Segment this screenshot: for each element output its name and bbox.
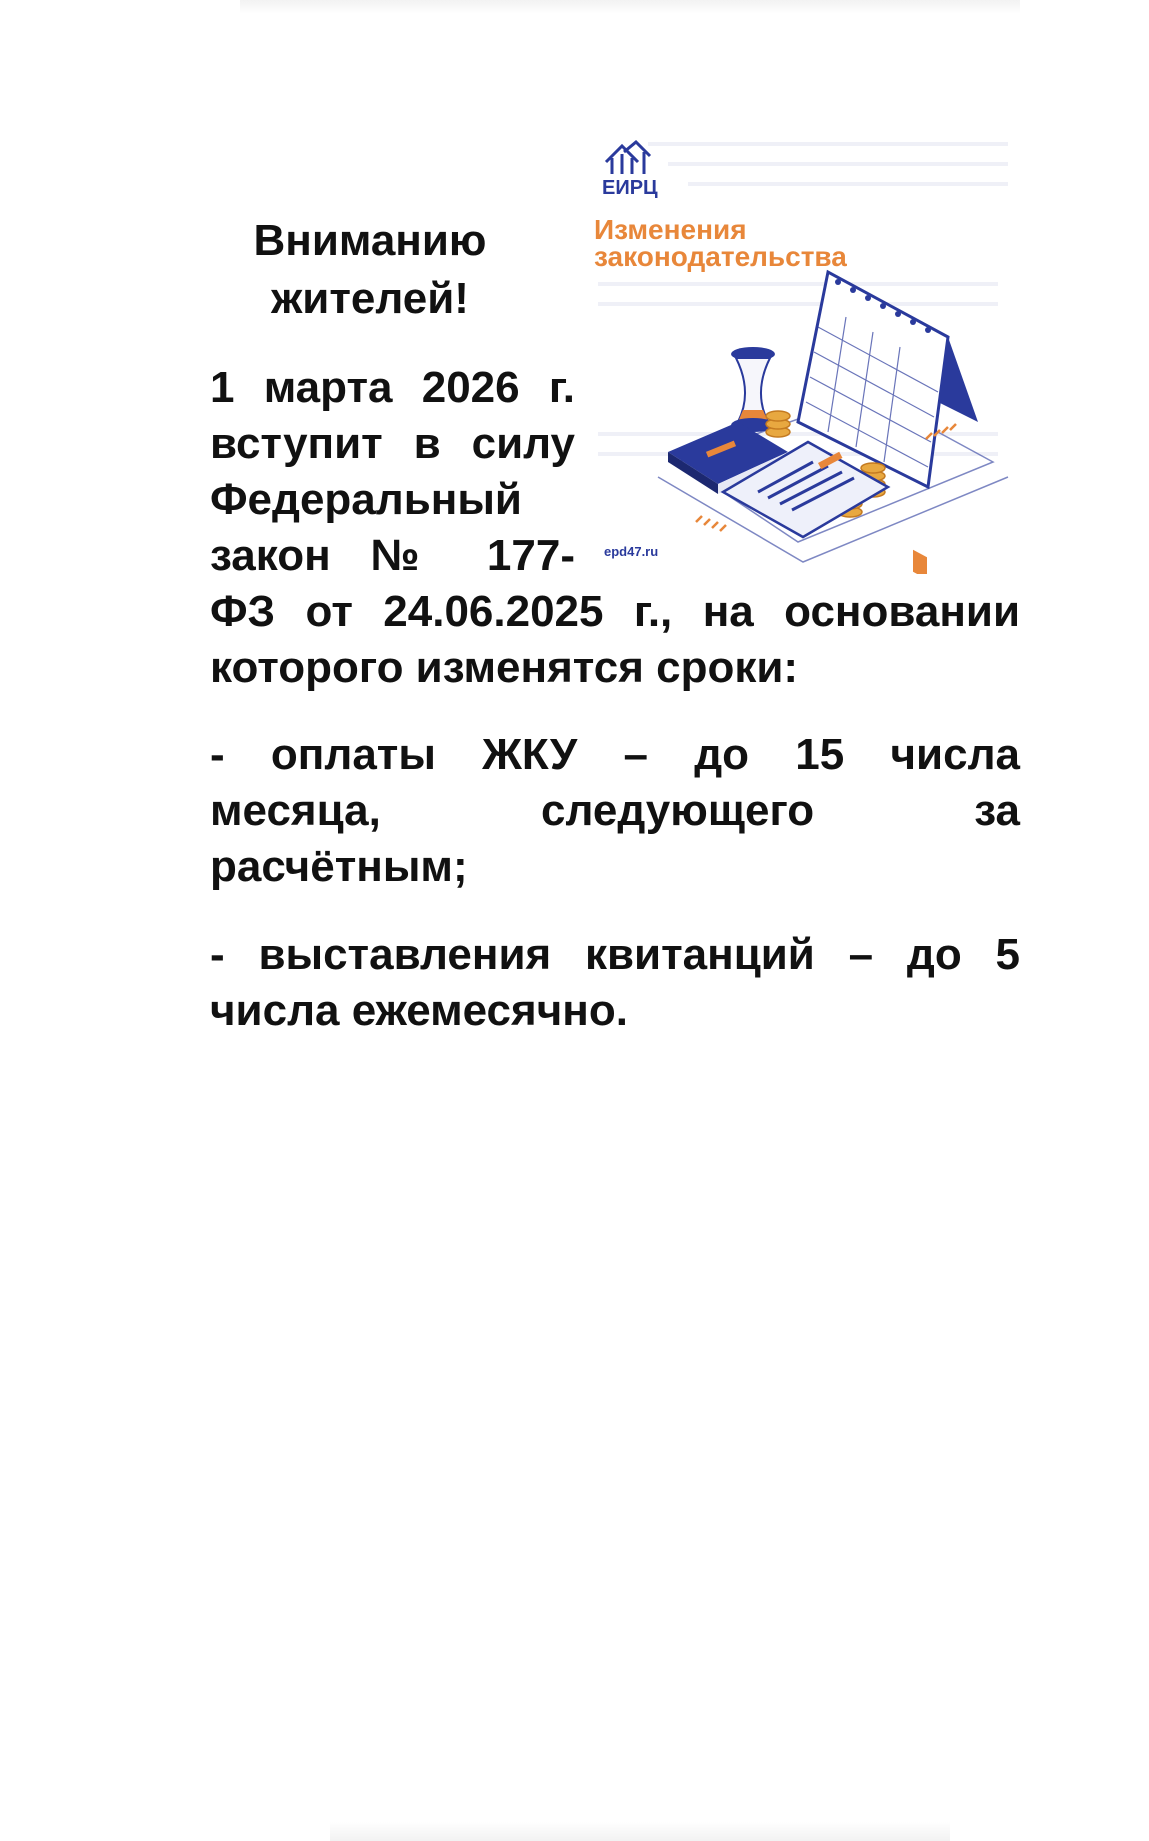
banner-title-line1: Изменения <box>594 214 747 245</box>
item1-line3: расчётным; <box>210 842 468 891</box>
intro-line4: закон № 177- <box>210 531 575 580</box>
intro-line3: Федеральный <box>210 475 522 524</box>
intro-head <box>210 360 575 584</box>
house-icon <box>606 142 650 174</box>
heading-line1: Вниманию <box>253 216 487 265</box>
list-item <box>210 727 1020 895</box>
item1-line2: месяца, следующего за <box>210 786 1020 835</box>
intro-tail <box>210 584 1020 696</box>
heading-line2: жителей! <box>271 274 469 323</box>
heading <box>205 212 535 328</box>
list-item <box>210 927 1020 1039</box>
item2-line2: числа ежемесячно. <box>210 986 628 1035</box>
intro-line5: ФЗ от 24.06.2025 г., на основании <box>210 587 1020 636</box>
item2-line1: - выставления квитанций – до 5 <box>210 930 1020 979</box>
intro-paragraph <box>210 360 1020 696</box>
top-shade <box>240 0 1020 14</box>
item1-line1: - оплаты ЖКУ – до 15 числа <box>210 730 1020 779</box>
intro-line1: 1 марта 2026 г. <box>210 363 575 412</box>
banner-title-line2: законодательства <box>594 241 847 272</box>
intro-line2: вступит в силу <box>210 419 575 468</box>
banner-site: epd47.ru <box>604 544 659 559</box>
intro-line6: которого изменятся сроки: <box>210 643 799 692</box>
banner-logo-text: ЕИРЦ <box>602 177 658 199</box>
bottom-shade <box>330 1822 950 1841</box>
